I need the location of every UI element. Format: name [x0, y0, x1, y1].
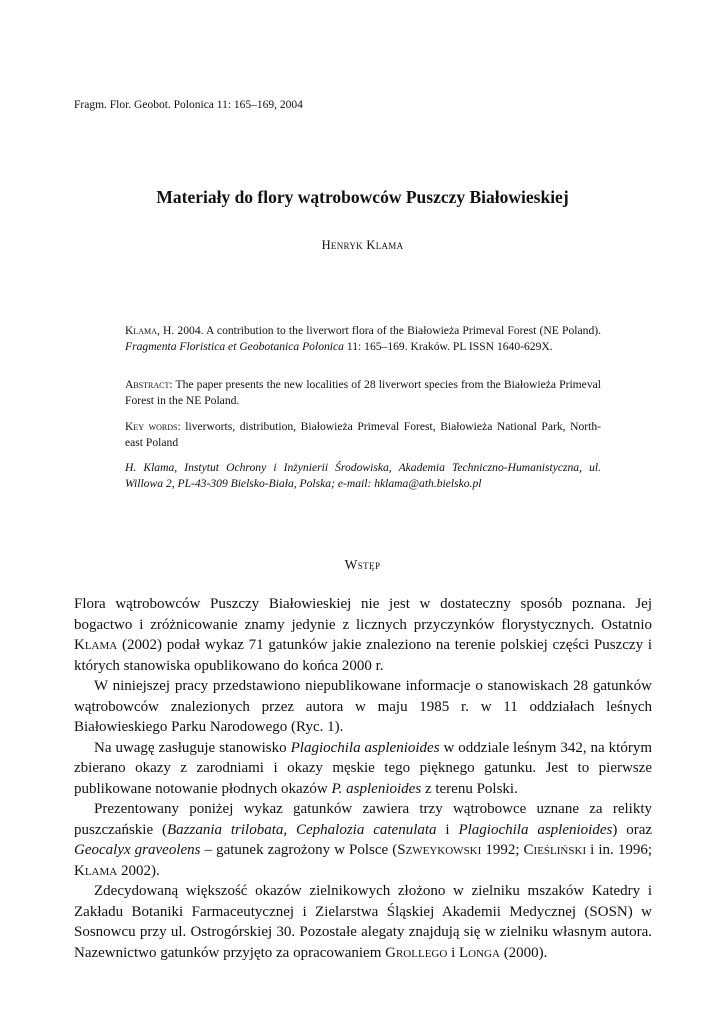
section-heading: Wstęp	[344, 557, 381, 572]
affiliation: H. Klama, Instytut Ochrony i Inżynierii Środowiska, Akademia Techniczno-Humanistyczna, ul. Willowa 2, PL-43-309 Bielsko-Biała, Polska; e-mail: hklama@ath.bielsko.pl	[125, 461, 601, 490]
abstract-text: : The paper presents the new localities of 28 liverwort species from the Białowieża Primeval Forest in the NE Poland.	[125, 378, 601, 407]
species-name: Geocalyx graveolens	[74, 842, 201, 858]
paragraph-1	[74, 594, 652, 676]
journal-reference: Fragm. Flor. Geobot. Polonica 11: 165–169, 2004	[74, 99, 303, 111]
citation-author: Klama	[125, 324, 157, 337]
text: i	[447, 944, 459, 961]
text: Zdecydowaną większość okazów zielnikowych złożono w zielniku mszaków Katedry i Zakładu Botaniki Farmaceutycznej i Zielarstwa Śląskiej Akademii Medycznej (SOSN) w Sosnowcu przy ul. Ostrogórskiej 30. Pozostałe alegaty znajdują się w zielniku własnym autora. Nazewnictwo gatunków przyjęto za opracowaniem	[74, 883, 652, 961]
paragraph-2	[74, 676, 652, 738]
paragraph-4	[74, 799, 652, 881]
text: i in. 1996;	[586, 842, 652, 858]
species-name: Plagiochila asplenioides	[290, 739, 440, 756]
abstract	[125, 377, 601, 408]
text: 1992;	[481, 842, 524, 858]
species-name: Bazzania trilobata	[167, 821, 284, 838]
author-name: Henryk Klama	[321, 238, 404, 252]
author-ref: Grollego	[385, 944, 448, 961]
text: (2002) podał wykaz 71 gatunków jakie znaleziono na terenie polskiej części Puszczy i których stanowiska opublikowano do końca 2000 r.	[74, 637, 652, 674]
citation-text-end: 11: 165–169. Kraków. PL ISSN 1640-629X.	[343, 339, 553, 353]
citation-journal: Fragmenta Floristica et Geobotanica Polonica	[125, 339, 344, 353]
text: 2002).	[117, 862, 160, 879]
keywords	[125, 419, 601, 450]
author-ref: Klama	[74, 862, 118, 879]
citation	[125, 323, 601, 354]
text: W niniejszej pracy przedstawiono niepublikowane informacje o stanowiskach 28 gatunków wątrobowców znalezionych przez autora w maju 1985 r. w 11 oddziałach leśnych Białowieskiego Parku Narodowego (Ryc. 1).	[74, 678, 652, 735]
text: ,	[283, 821, 297, 838]
author-ref: Cieśliński	[523, 842, 587, 858]
text: z terenu Polski.	[421, 780, 518, 797]
species-name: P. asplenioides	[331, 780, 422, 797]
keywords-text: : liverworts, distribution, Białowieża Primeval Forest, Białowieża National Park, North-east Poland	[125, 420, 601, 449]
author-ref: Klama	[74, 637, 118, 653]
text: Flora wątrobowców Puszczy Białowieskiej nie jest w dostateczny sposób poznana. Jej bogactwo i zróżnicowanie znamy jedynie z licznych przyczynków florystycznych. Ostatnio	[74, 596, 652, 633]
abstract-label: Abstract	[125, 378, 170, 391]
article-title: Materiały do flory wątrobowców Puszczy Białowieskiej	[156, 187, 569, 207]
paragraph-3	[74, 738, 652, 800]
species-name: Cephalozia catenulata	[296, 821, 437, 838]
text: Na uwagę zasługuje stanowisko	[94, 739, 291, 756]
text: w oddziale leśnym 342, na którym zbierano okazy z zarodniami i okazy męskie tego pięknego gatunku. Jest to pierwsze publikowane notowanie płodnych okazów	[74, 739, 652, 797]
text: (2000).	[499, 944, 548, 961]
text: Prezentowany poniżej wykaz gatunków zawiera trzy wątrobowce uznane za relikty puszczańskie (	[74, 801, 652, 838]
text: i	[436, 821, 459, 838]
author-ref: Longa	[458, 944, 500, 961]
citation-text: , H. 2004. A contribution to the liverwort flora of the Białowieża Primeval Forest (NE Poland).	[156, 324, 601, 337]
article-body	[74, 594, 652, 963]
author-ref: Szweykowski	[397, 842, 482, 858]
species-name: Plagiochila asplenioides	[458, 821, 613, 838]
text: ) oraz	[612, 821, 653, 838]
keywords-label: Key words	[125, 420, 178, 433]
text: – gatunek zagrożony w Polsce (	[200, 842, 398, 858]
paragraph-5	[74, 881, 652, 963]
